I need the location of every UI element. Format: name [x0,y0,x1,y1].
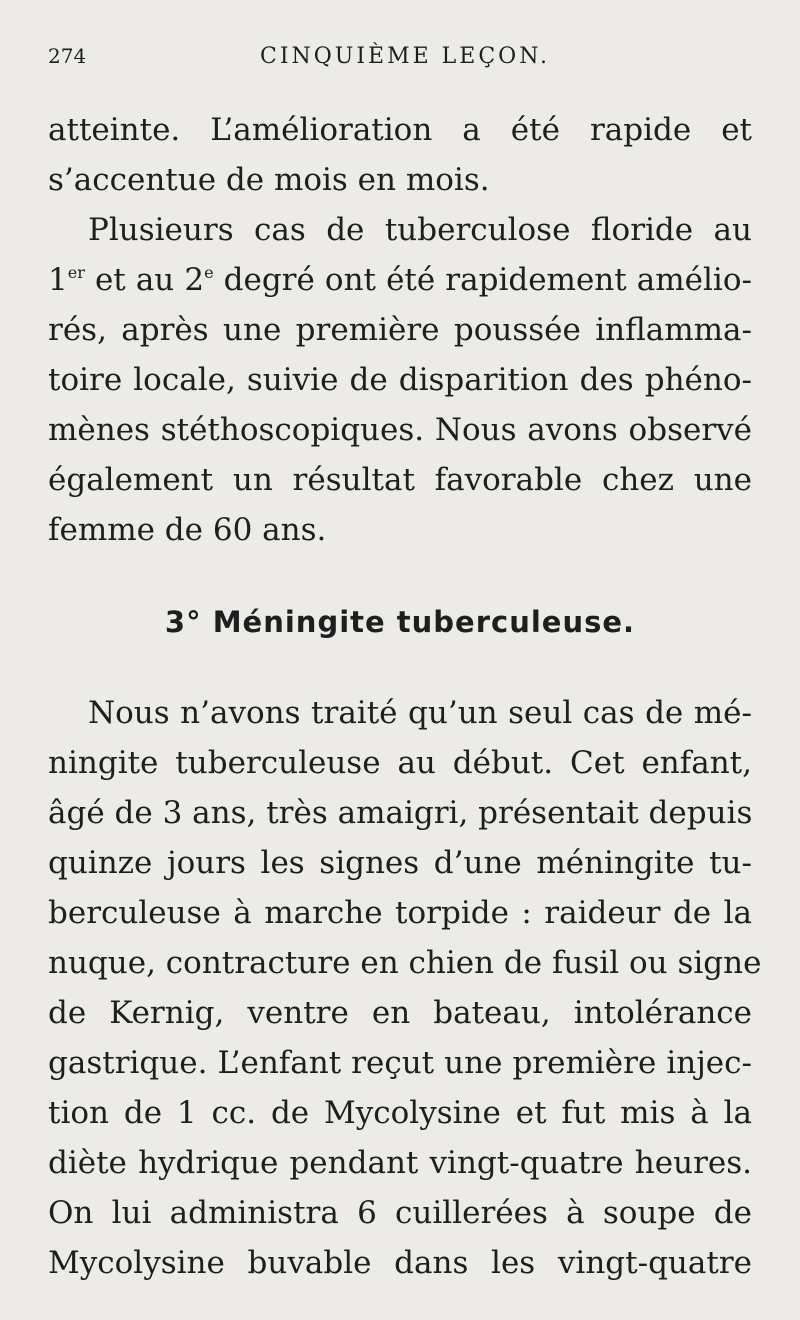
section-heading: 3° Méningite tuberculeuse. [164,605,636,639]
text-line: Plusieurs cas de tuberculose floride au [88,212,752,248]
text-fragment: 1 [48,262,68,298]
text-line: rés, après une première poussée inflamma- [48,312,752,348]
paragraph-3 [48,688,762,1288]
text-fragment: et au 2 [84,262,205,298]
text-line: également un résultat favorable chez une [48,462,752,498]
text-line: atteinte. L’amélioration a été rapide et [48,112,752,148]
text-line: gastrique. L’enfant reçut une première injec- [48,1045,752,1081]
running-head: CINQUIÈME LEÇON. [260,44,551,69]
text-line: Mycolysine buvable dans les vingt-quatre [48,1245,752,1281]
text-line: quinze jours les signes d’une méningite tu- [48,845,752,881]
text-line: diète hydrique pendant vingt-quatre heures. [48,1145,752,1181]
paragraph-2 [48,205,752,555]
text-line: tion de 1 cc. de Mycolysine et fut mis à la [48,1095,752,1131]
text-line: femme de 60 ans. [48,512,327,548]
page-number: 274 [48,44,87,68]
text-line: nuque, contracture en chien de fusil ou signe [48,945,762,981]
page-header [48,40,752,76]
superscript: e [204,263,214,282]
paragraph-1 [48,105,752,205]
text-line: Nous n’avons traité qu’un seul cas de mé- [88,695,752,731]
superscript: er [67,263,85,282]
text-line: âgé de 3 ans, très amaigri, présentait depuis [48,795,753,831]
text-line: toire locale, suivie de disparition des phéno- [48,362,752,398]
text-line: ningite tuberculeuse au début. Cet enfant, [48,745,752,781]
text-line [48,255,752,305]
text-line: de Kernig, ventre en bateau, intolérance [48,995,752,1031]
text-line: mènes stéthoscopiques. Nous avons observé [48,412,752,448]
text-line: s’accentue de mois en mois. [48,162,490,198]
text-line: berculeuse à marche torpide : raideur de la [48,895,752,931]
text-fragment: degré ont été rapidement amélio- [213,262,752,298]
text-line: On lui administra 6 cuillerées à soupe de [48,1195,752,1231]
